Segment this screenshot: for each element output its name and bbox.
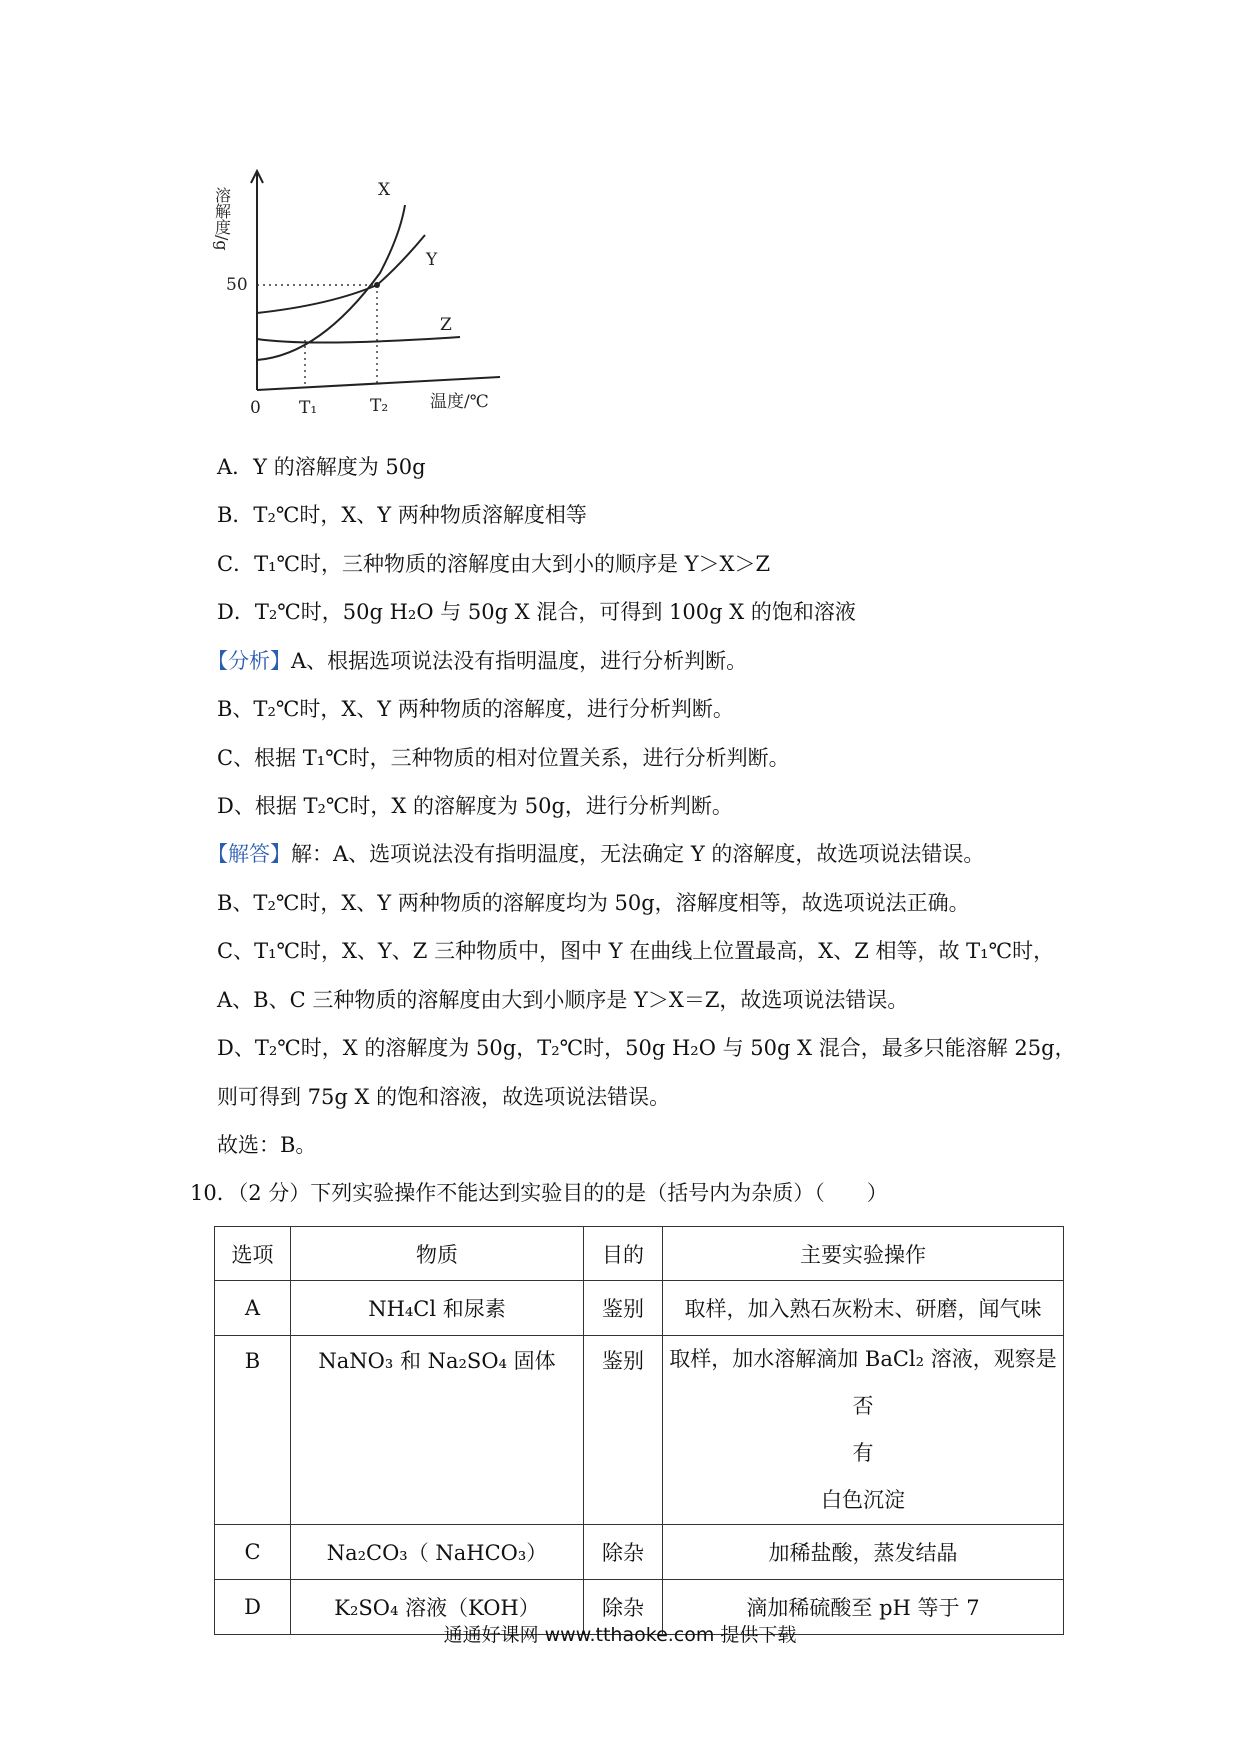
graph-label-y: Y [426, 250, 438, 270]
analysis-b: B、T₂℃时，X、Y 两种物质的溶解度，进行分析判断。 [217, 697, 734, 721]
answer-b: B、T₂℃时，X、Y 两种物质的溶解度均为 50g，溶解度相等，故选项说法正确。 [217, 891, 970, 915]
graph-label-x: X [378, 180, 391, 200]
row-d-option: D [215, 1580, 291, 1635]
table-row [215, 1336, 1064, 1525]
table-row [215, 1281, 1064, 1336]
header-operation: 主要实验操作 [663, 1227, 1064, 1281]
row-b-substance: NaNO₃ 和 Na₂SO₄ 固体 [291, 1336, 584, 1525]
row-c-operation: 加稀盐酸，蒸发结晶 [663, 1525, 1064, 1580]
option-a: A．Y 的溶解度为 50g [217, 455, 426, 479]
curve-x [257, 205, 405, 360]
row-d-operation: 滴加稀硫酸至 pH 等于 7 [663, 1580, 1064, 1635]
graph-y-tick-50: 50 [226, 275, 248, 295]
answer-c1: C、T₁℃时，X、Y、Z 三种物质中，图中 Y 在曲线上位置最高，X、Z 相等，故 T₁℃时， [217, 939, 1055, 963]
header-substance: 物质 [291, 1227, 584, 1281]
row-c-substance: Na₂CO₃（ NaHCO₃） [291, 1525, 584, 1580]
answer-c2: A、B、C 三种物质的溶解度由大到小顺序是 Y＞X＝Z，故选项说法错误。 [217, 988, 909, 1012]
answer-final: 故选：B。 [217, 1133, 317, 1157]
graph-x-t1: T₁ [299, 398, 318, 418]
answer-d2: 则可得到 75g X 的饱和溶液，故选项说法错误。 [217, 1085, 671, 1109]
graph-x-origin: 0 [250, 398, 261, 418]
row-c-option: C [215, 1525, 291, 1580]
analysis-tag: 【分析】 [207, 649, 291, 673]
graph-ylabel: 溶解度/g [212, 187, 232, 251]
row-c-goal: 除杂 [584, 1525, 663, 1580]
curve-z [257, 337, 460, 343]
answer-a-text: 解：A、选项说法没有指明温度，无法确定 Y 的溶解度，故选项说法错误。 [291, 842, 985, 866]
analysis-a-text: A、根据选项说法没有指明温度，进行分析判断。 [291, 649, 748, 673]
option-b: B．T₂℃时，X、Y 两种物质溶解度相等 [217, 503, 587, 527]
row-b-operation [663, 1336, 1064, 1525]
intersection-point [374, 282, 380, 288]
row-a-substance: NH₄Cl 和尿素 [291, 1281, 584, 1336]
table-header-row [215, 1227, 1064, 1281]
analysis-a [207, 646, 747, 676]
solubility-graph [212, 165, 520, 430]
graph-x-t2: T₂ [370, 396, 389, 416]
analysis-c: C、根据 T₁℃时，三种物质的相对位置关系，进行分析判断。 [217, 746, 790, 770]
row-b-goal: 鉴别 [584, 1336, 663, 1525]
row-b-option: B [215, 1336, 291, 1525]
curve-y [257, 235, 425, 313]
row-b-operation-line3: 白色沉淀 [821, 1488, 905, 1512]
analysis-d: D、根据 T₂℃时，X 的溶解度为 50g，进行分析判断。 [217, 794, 733, 818]
answer-a [207, 839, 984, 869]
graph-curves [257, 205, 460, 360]
table-row [215, 1525, 1064, 1580]
row-b-operation-line2: 有 [852, 1441, 874, 1465]
header-option: 选项 [215, 1227, 291, 1281]
row-a-option: A [215, 1281, 291, 1336]
page-footer: 通通好课网 www.tthaoke.com 提供下载 [443, 1624, 797, 1646]
row-d-goal: 除杂 [584, 1580, 663, 1635]
row-d-substance: K₂SO₄ 溶液（KOH） [291, 1580, 584, 1635]
graph-xlabel: 温度/℃ [430, 392, 489, 412]
answer-tag: 【解答】 [207, 842, 291, 866]
row-a-goal: 鉴别 [584, 1281, 663, 1336]
x-axis [257, 377, 500, 390]
option-c: C．T₁℃时，三种物质的溶解度由大到小的顺序是 Y＞X＞Z [217, 552, 771, 576]
option-d: D．T₂℃时，50g H₂O 与 50g X 混合，可得到 100g X 的饱和溶液 [217, 600, 856, 624]
q10-stem: 10．（2 分）下列实验操作不能达到实验目的的是（括号内为杂质）（ ） [190, 1181, 888, 1205]
answer-d1: D、T₂℃时，X 的溶解度为 50g，T₂℃时，50g H₂O 与 50g X 混合，最多只能溶解 25g， [217, 1036, 1076, 1060]
q10-table [214, 1226, 1064, 1635]
row-b-operation-line1: 取样，加水溶解滴加 BaCl₂ 溶液，观察是否 [669, 1347, 1057, 1418]
header-goal: 目的 [584, 1227, 663, 1281]
graph-label-z: Z [440, 315, 452, 335]
row-a-operation: 取样，加入熟石灰粉末、研磨，闻气味 [663, 1281, 1064, 1336]
